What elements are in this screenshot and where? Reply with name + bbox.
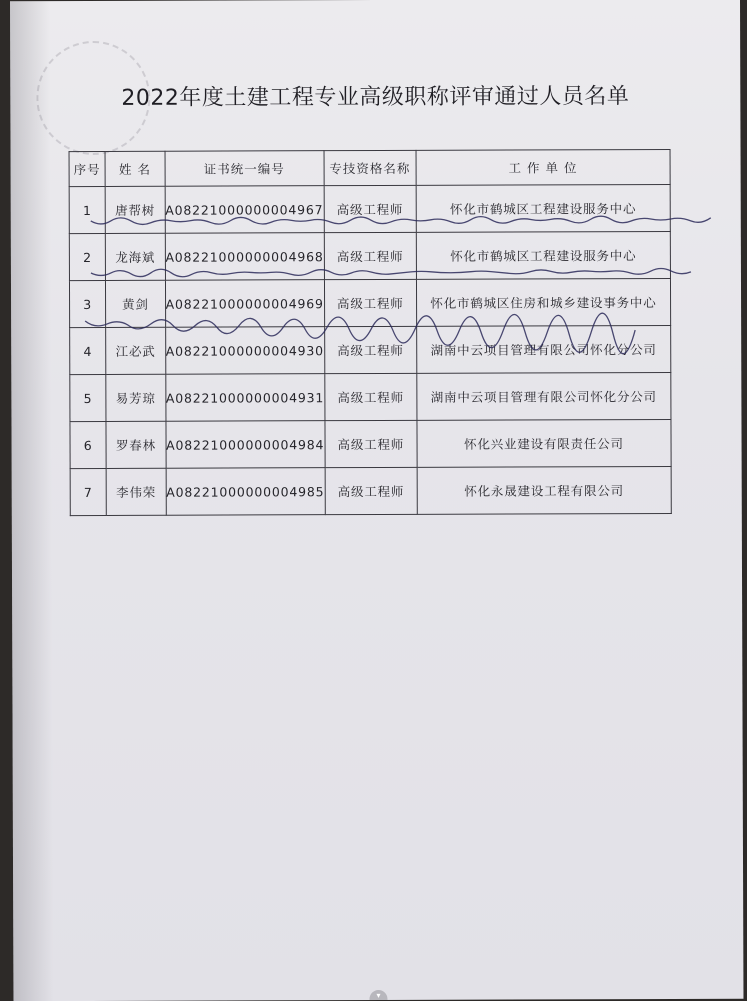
cell-cert: A08221000000004930 xyxy=(165,327,324,375)
cell-qual: 高级工程师 xyxy=(324,373,416,420)
cell-cert: A08221000000004985 xyxy=(166,468,325,516)
cell-seq: 3 xyxy=(69,280,105,327)
cell-seq: 1 xyxy=(69,186,105,233)
table-row xyxy=(70,419,671,468)
page-shadow xyxy=(10,1,53,1001)
chevron-down-icon: ▾ xyxy=(369,990,387,1000)
header-work: 工 作 单 位 xyxy=(416,149,670,185)
header-name: 姓 名 xyxy=(105,151,164,186)
cell-work: 怀化市鹤城区工程建设服务中心 xyxy=(416,231,670,279)
cell-name: 龙海斌 xyxy=(106,233,166,280)
cell-name: 易芳琼 xyxy=(106,374,166,421)
cell-seq: 5 xyxy=(70,374,106,421)
table-header-row xyxy=(69,149,670,186)
cell-name: 唐帮树 xyxy=(105,186,165,233)
cell-name: 李伟荣 xyxy=(106,468,166,515)
roster-table xyxy=(69,149,672,516)
cell-cert: A08221000000004967 xyxy=(165,186,324,234)
header-cert: 证书统一编号 xyxy=(165,151,324,187)
table-row xyxy=(70,466,671,515)
cell-cert: A08221000000004931 xyxy=(165,374,324,422)
cell-seq: 2 xyxy=(69,233,105,280)
document-title: 2022年度土建工程专业高级职称评审通过人员名单 xyxy=(121,84,630,111)
table-row xyxy=(69,278,670,327)
cell-cert: A08221000000004969 xyxy=(165,280,324,328)
cell-qual: 高级工程师 xyxy=(325,467,417,514)
table-row xyxy=(70,325,671,374)
cell-seq: 6 xyxy=(70,421,106,468)
cell-qual: 高级工程师 xyxy=(324,232,416,279)
cell-qual: 高级工程师 xyxy=(324,185,416,232)
table-row xyxy=(69,231,670,280)
cell-cert: A08221000000004984 xyxy=(166,421,325,469)
header-seq: 序号 xyxy=(69,151,105,186)
cell-qual: 高级工程师 xyxy=(324,326,416,373)
cell-work: 怀化市鹤城区工程建设服务中心 xyxy=(416,184,670,232)
cell-seq: 4 xyxy=(70,327,106,374)
table-row xyxy=(70,372,671,421)
table-row xyxy=(69,184,670,233)
header-qual: 专技资格名称 xyxy=(324,150,416,185)
cell-seq: 7 xyxy=(70,468,106,515)
cell-work: 怀化市鹤城区住房和城乡建设事务中心 xyxy=(416,278,670,326)
cell-name: 黄剑 xyxy=(106,280,166,327)
cell-work: 湖南中云项目管理有限公司怀化分公司 xyxy=(417,372,671,420)
cell-qual: 高级工程师 xyxy=(324,279,416,326)
cell-work: 怀化兴业建设有限责任公司 xyxy=(417,419,671,467)
cell-name: 罗春林 xyxy=(106,421,166,468)
cell-work: 湖南中云项目管理有限公司怀化分公司 xyxy=(416,325,670,373)
cell-cert: A08221000000004968 xyxy=(165,233,324,281)
cell-qual: 高级工程师 xyxy=(325,420,417,467)
document-page xyxy=(10,0,743,1001)
cell-name: 江必武 xyxy=(106,327,166,374)
cell-work: 怀化永晟建设工程有限公司 xyxy=(417,466,671,514)
